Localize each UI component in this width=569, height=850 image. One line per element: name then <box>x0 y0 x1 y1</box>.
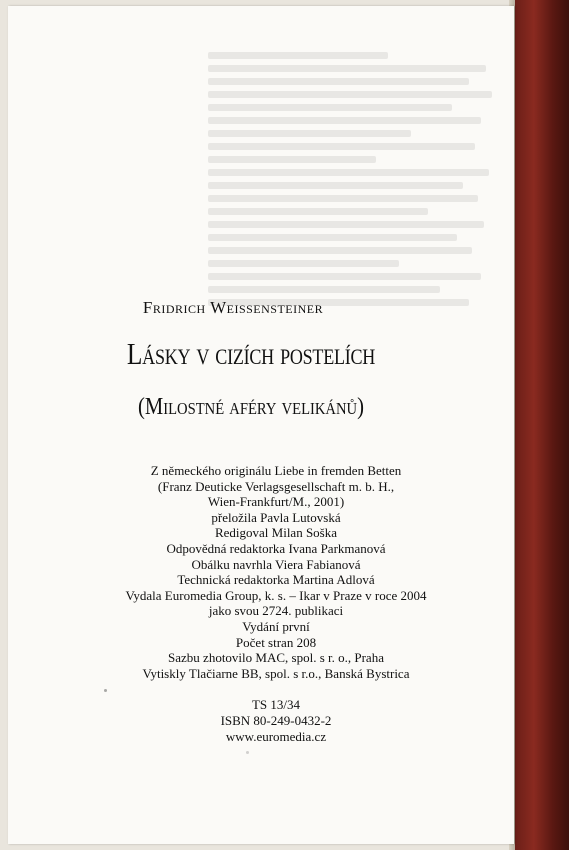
credit-line: Redigoval Milan Soška <box>214 525 338 541</box>
book-spine <box>515 0 569 850</box>
title-page <box>8 6 514 844</box>
credit-line: Vytiskly Tlačiarne BB, spol. s r.o., Banská Bystrica <box>142 665 410 681</box>
dust-speck <box>104 689 107 692</box>
ts-number: TS 13/34 <box>251 697 301 713</box>
credit-line: Vydala Euromedia Group, k. s. – Ikar v Praze v roce 2004 <box>125 587 427 603</box>
credit-line: Technická redaktorka Martina Adlová <box>177 572 375 588</box>
book-title: Lásky v cizích postelích <box>126 336 376 371</box>
credit-line: Odpovědná redaktorka Ivana Parkmanová <box>166 540 386 556</box>
author-name: Fridrich Weissensteiner <box>142 298 324 317</box>
isbn: ISBN 80-249-0432-2 <box>220 712 332 728</box>
credit-line: Vydání první <box>242 618 310 634</box>
spacer <box>8 681 514 697</box>
dust-speck <box>246 751 249 754</box>
book-subtitle: (Milostné aféry velikánů) <box>138 394 364 420</box>
credit-line: Sazbu zhotovilo MAC, spol. s r. o., Praha <box>168 650 384 666</box>
credit-line: Wien-Frankfurt/M., 2001) <box>207 494 345 510</box>
credit-line: jako svou 2724. publikaci <box>208 603 344 619</box>
credit-line: (Franz Deuticke Verlagsgesellschaft m. b. H., <box>157 478 395 494</box>
credit-line: Z německého originálu Liebe in fremden Betten <box>150 463 402 478</box>
show-through-text <box>208 46 498 312</box>
imprint-credits <box>8 463 514 744</box>
credit-line: přeložila Pavla Lutovská <box>211 509 341 525</box>
credit-line: Obálku navrhla Viera Fabianová <box>191 556 361 572</box>
credit-line: Počet stran 208 <box>235 634 317 650</box>
publisher-website: www.euromedia.cz <box>225 728 327 744</box>
